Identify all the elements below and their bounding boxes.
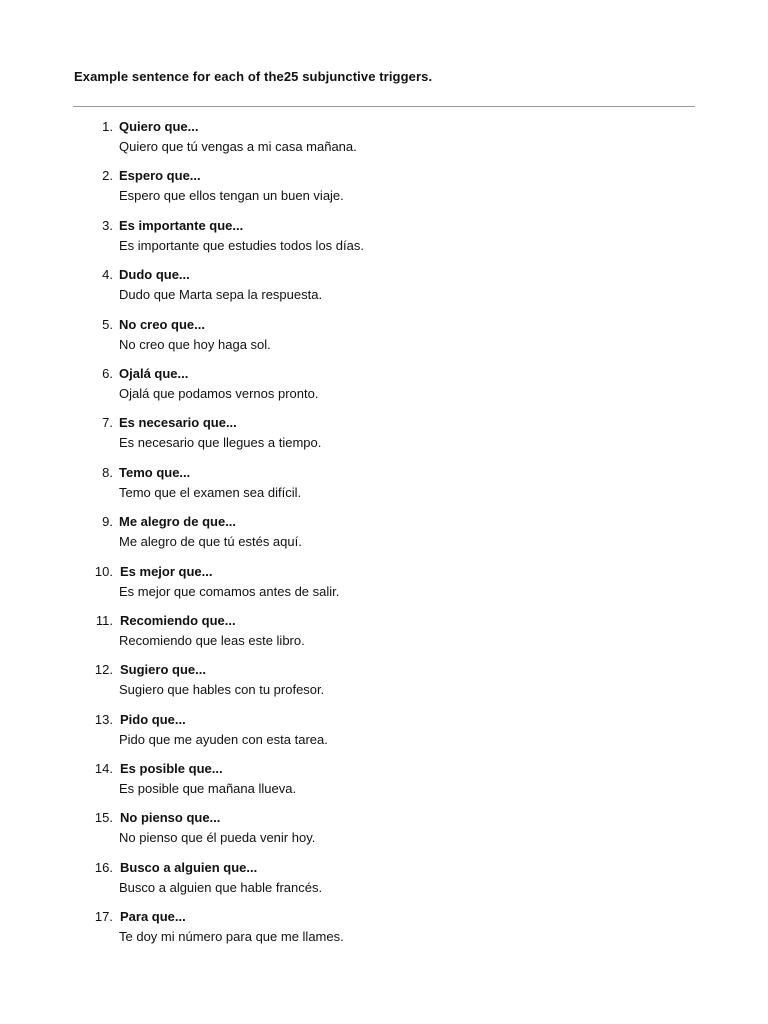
item-number: 9.	[102, 514, 113, 530]
list-item	[0, 464, 768, 513]
example-sentence: Espero que ellos tengan un buen viaje.	[119, 188, 344, 204]
list-item	[0, 167, 768, 216]
list-item	[0, 908, 768, 957]
trigger-list	[0, 118, 768, 958]
list-item	[0, 859, 768, 908]
example-sentence: Dudo que Marta sepa la respuesta.	[119, 287, 323, 303]
example-sentence: Es posible que mañana llueva.	[119, 781, 297, 797]
trigger-phrase: Quiero que...	[119, 119, 199, 134]
item-number: 13.	[94, 711, 113, 727]
list-item	[0, 661, 768, 710]
trigger-phrase: No pienso que...	[120, 810, 221, 826]
list-item	[0, 809, 768, 858]
list-item	[0, 513, 768, 562]
list-item	[0, 711, 768, 760]
example-sentence: Busco a alguien que hable francés.	[119, 879, 323, 895]
example-sentence: Me alegro de que tú estés aquí.	[119, 534, 302, 550]
item-number: 1.	[102, 119, 113, 134]
item-number: 7.	[102, 415, 113, 431]
example-sentence: Pido que me ayuden con esta tarea.	[119, 731, 328, 747]
example-sentence: Temo que el examen sea difícil.	[119, 484, 302, 500]
trigger-phrase: Espero que...	[119, 168, 201, 184]
example-sentence: No pienso que él pueda venir hoy.	[119, 830, 316, 846]
list-item	[0, 612, 768, 661]
trigger-phrase: Dudo que...	[119, 267, 190, 283]
trigger-phrase: Temo que...	[119, 464, 191, 480]
example-sentence: Es importante que estudies todos los días.	[119, 237, 364, 253]
list-item	[0, 563, 768, 612]
trigger-phrase: Es necesario que...	[119, 415, 237, 431]
trigger-phrase: Es importante que...	[119, 217, 244, 233]
example-sentence: Recomiendo que leas este libro.	[119, 632, 305, 648]
trigger-phrase: Sugiero que...	[120, 662, 206, 678]
item-number: 3.	[102, 217, 113, 233]
item-number: 14.	[94, 761, 113, 777]
list-item	[0, 316, 768, 365]
trigger-phrase: Me alegro de que...	[119, 514, 237, 530]
trigger-phrase: Recomiendo que...	[120, 612, 236, 628]
item-number: 6.	[102, 365, 113, 381]
example-sentence: Es mejor que comamos antes de salir.	[119, 583, 340, 599]
trigger-phrase: Es mejor que...	[120, 563, 213, 579]
list-item	[0, 266, 768, 315]
example-sentence: Es necesario que llegues a tiempo.	[119, 435, 322, 451]
item-number: 4.	[102, 267, 113, 283]
item-number: 8.	[102, 464, 113, 480]
item-number: 16.	[94, 859, 113, 875]
example-sentence: Sugiero que hables con tu profesor.	[119, 682, 325, 698]
example-sentence: Ojalá que podamos vernos pronto.	[119, 385, 319, 401]
item-number: 15.	[94, 810, 113, 826]
document-title: Example sentence for each of the25 subjunctive triggers.	[74, 69, 433, 84]
item-number: 10.	[94, 563, 113, 579]
list-item	[0, 414, 768, 463]
item-number: 5.	[102, 316, 113, 332]
list-item	[0, 760, 768, 809]
list-item	[0, 365, 768, 414]
item-number: 11.	[95, 612, 113, 628]
title-divider	[73, 106, 695, 107]
item-number: 17.	[94, 909, 113, 925]
list-item	[0, 118, 768, 167]
trigger-phrase: Pido que...	[120, 711, 186, 727]
trigger-phrase: Ojalá que...	[119, 365, 189, 381]
trigger-phrase: Busco a alguien que...	[120, 859, 258, 875]
trigger-phrase: Para que...	[120, 909, 186, 925]
example-sentence: Quiero que tú vengas a mi casa mañana.	[119, 139, 357, 154]
list-item	[0, 217, 768, 266]
item-number: 12.	[94, 662, 113, 678]
example-sentence: Te doy mi número para que me llames.	[119, 929, 344, 945]
trigger-phrase: Es posible que...	[120, 761, 223, 777]
example-sentence: No creo que hoy haga sol.	[119, 336, 271, 352]
item-number: 2.	[102, 168, 113, 184]
trigger-phrase: No creo que...	[119, 316, 205, 332]
